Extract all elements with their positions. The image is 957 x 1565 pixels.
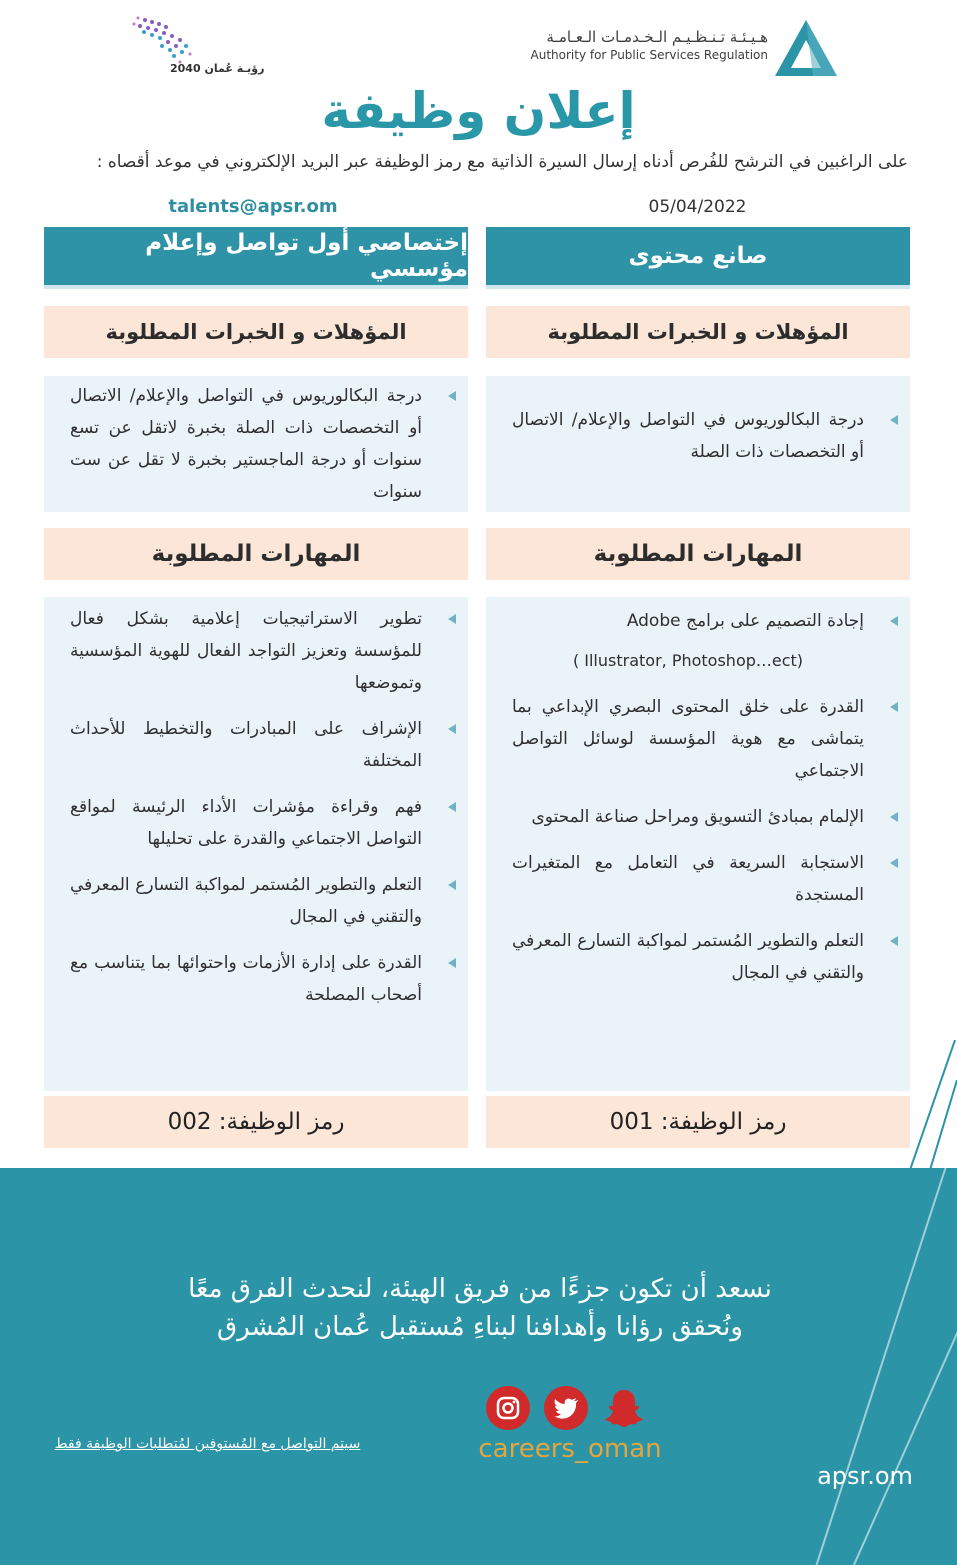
job-code-002: رمز الوظيفة: 002 <box>44 1096 468 1148</box>
list-item: التعلم والتطوير المُستمر لمواكبة التسارع المعرفي والتقني في المجال <box>70 869 422 933</box>
skills-panel-001 <box>486 597 910 1091</box>
website-link[interactable]: apsr.om <box>817 1462 913 1490</box>
bullet-arrow-icon <box>448 958 456 968</box>
decorative-lines-icon <box>870 1040 957 1170</box>
slogan-line-1: نسعد أن تكون جزءًا من فريق الهيئة، لنحدث الفرق معًا <box>188 1274 772 1304</box>
list-item: الإلمام بمبادئ التسويق ومراحل صناعة المحتوى <box>512 801 864 833</box>
footer-banner <box>0 1168 957 1565</box>
bullet-arrow-icon <box>890 812 898 822</box>
footer-slogan <box>150 1270 810 1346</box>
snapchat-icon[interactable] <box>602 1386 646 1430</box>
bullet-arrow-icon <box>448 802 456 812</box>
apsr-logo <box>530 18 840 83</box>
skills-panel-002 <box>44 597 468 1091</box>
list-item: التعلم والتطوير المُستمر لمواكبة التسارع المعرفي والتقني في المجال <box>512 925 864 989</box>
org-name-en: Authority for Public Services Regulation <box>530 48 768 62</box>
bullet-arrow-icon <box>890 415 898 425</box>
bullet-arrow-icon <box>890 702 898 712</box>
slogan-line-2: ونُحقق رؤانا وأهدافنا لبناءِ مُستقبل عُمان المُشرق <box>217 1312 743 1342</box>
list-item: القدرة على إدارة الأزمات واحتوائها بما يتناسب مع أصحاب المصلحة <box>70 947 422 1011</box>
job-code-001: رمز الوظيفة: 001 <box>486 1096 910 1148</box>
list-item: درجة البكالوريوس في التواصل والإعلام/ الاتصال أو التخصصات ذات الصلة بخبرة لاتقل عن تسع سنوات أو درجة الماجستير بخبرة لا تقل عن ست سنوات <box>70 380 422 508</box>
instagram-icon[interactable] <box>486 1386 530 1430</box>
twitter-icon[interactable] <box>544 1386 588 1430</box>
footer-deco-line <box>783 1174 957 1565</box>
job-title-002: إختصاصي أول تواصل وإعلام مؤسسي <box>44 227 468 289</box>
deadline-date: 05/04/2022 <box>648 197 747 217</box>
page-title: إعلان وظيفة <box>321 82 636 140</box>
qualifications-heading-001: المؤهلات و الخبرات المطلوبة <box>486 306 910 358</box>
bullet-arrow-icon <box>890 858 898 868</box>
list-item: فهم وقراءة مؤشرات الأداء الرئيسة لمواقع التواصل الاجتماعي والقدرة على تحليلها <box>70 791 422 855</box>
list-item: درجة البكالوريوس في التواصل والإعلام/ الاتصال أو التخصصات ذات الصلة <box>512 404 864 468</box>
job-title-001: صانع محتوى <box>486 227 910 289</box>
triangle-logo-icon <box>773 18 839 78</box>
footer-deco-line <box>767 1168 954 1565</box>
list-item: إجادة التصميم على برامج Adobe <box>512 605 864 637</box>
skills-heading-002: المهارات المطلوبة <box>44 528 468 580</box>
bullet-arrow-icon <box>448 880 456 890</box>
qualifications-heading-002: المؤهلات و الخبرات المطلوبة <box>44 306 468 358</box>
vision-logo-text: رؤيـة عُمان 2040 <box>170 62 265 75</box>
list-item: الاستجابة السريعة في التعامل مع المتغيرات المستجدة <box>512 847 864 911</box>
bullet-arrow-icon <box>890 616 898 626</box>
bullet-arrow-icon <box>448 614 456 624</box>
org-name-ar: هـيـئـة تـنـظـيـم الـخـدمـات الـعـامـة <box>546 28 768 46</box>
social-handle[interactable]: careers_oman <box>478 1434 662 1464</box>
bullet-arrow-icon <box>448 391 456 401</box>
bullet-arrow-icon <box>448 724 456 734</box>
list-item: تطوير الاستراتيجيات إعلامية بشكل فعال للمؤسسة وتعزيز التواجد الفعال للهوية المؤسسية وتموضعها <box>70 603 422 699</box>
qualifications-panel-001 <box>486 376 910 512</box>
social-icons <box>486 1386 651 1432</box>
qualifications-panel-002 <box>44 376 468 512</box>
oman-vision-logo <box>110 10 265 85</box>
intro-text: على الراغبين في الترشح للفُرص أدناه إرسال السيرة الذاتية مع رمز الوظيفة عبر البريد الإلكتروني في موعد أقصاه : <box>96 152 908 172</box>
skills-heading-001: المهارات المطلوبة <box>486 528 910 580</box>
bullet-arrow-icon <box>890 936 898 946</box>
email-link[interactable]: talents@apsr.om <box>168 196 338 217</box>
list-item: القدرة على خلق المحتوى البصري الإبداعي بما يتماشى مع هوية المؤسسة لوسائل التواصل الاجتماعي <box>512 691 864 787</box>
list-item: الإشراف على المبادرات والتخطيط للأحداث المختلفة <box>70 713 422 777</box>
adobe-tools-note: ( Illustrator, Photoshop…ect) <box>572 651 804 670</box>
contact-note: سيتم التواصل مع المُستوفين لمُتطلبات الوظيفة فقط <box>54 1436 361 1452</box>
